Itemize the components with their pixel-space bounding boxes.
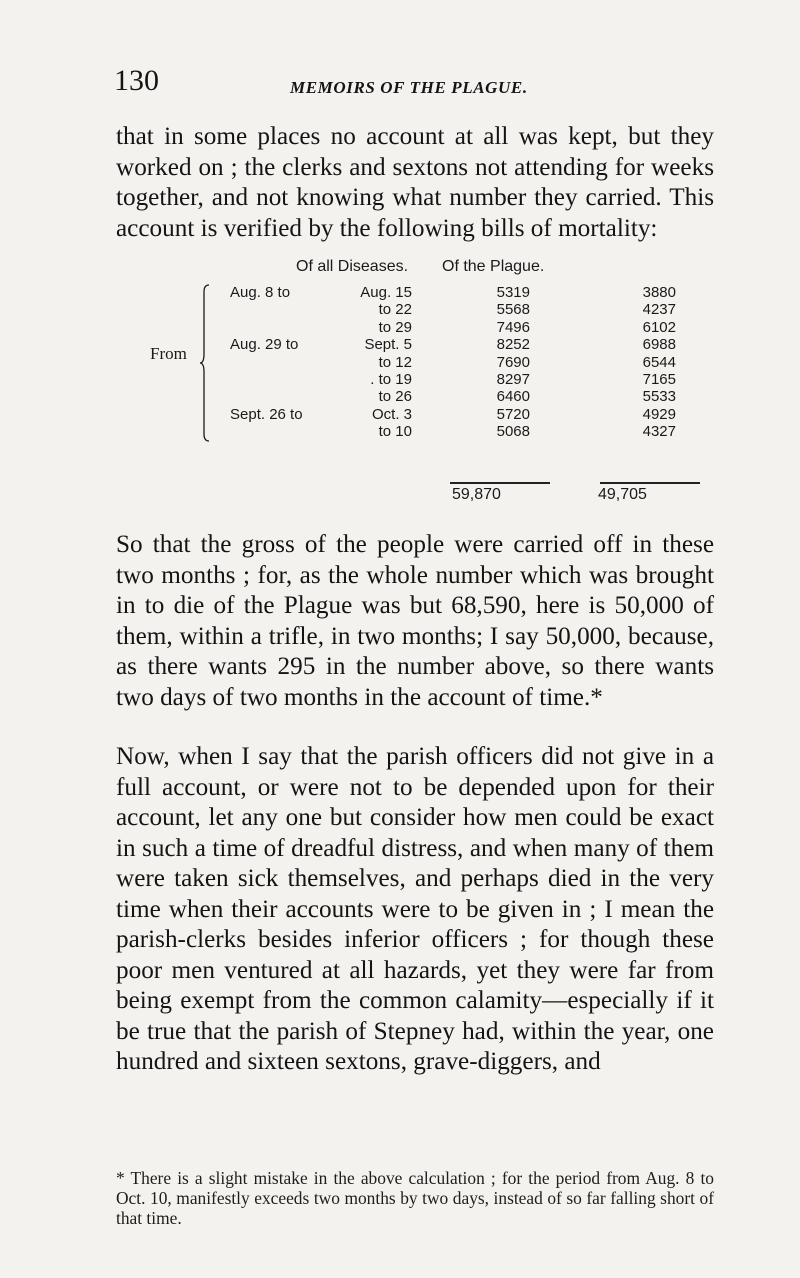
- row-to-cell: to 22: [378, 301, 412, 319]
- table-row: [150, 284, 676, 302]
- table-row: [150, 336, 676, 354]
- row-plague-cell: 4327: [642, 423, 676, 441]
- row-plague-cell: 5533: [642, 388, 676, 406]
- row-to-cell: Aug. 15: [360, 284, 412, 301]
- row-to-cell: Oct. 3: [371, 405, 412, 423]
- row-to-cell: Sept. 5: [364, 336, 412, 354]
- table-row: [150, 423, 676, 441]
- row-plague-cell: 6544: [642, 353, 676, 371]
- row-to-cell: to 29: [378, 318, 412, 336]
- table-row: [150, 301, 676, 319]
- row-plague-cell: 6102: [642, 318, 676, 336]
- row-diseases-cell: 6460: [496, 388, 530, 406]
- row-to-cell: . to 19: [370, 371, 412, 388]
- row-plague-cell: 4237: [642, 301, 676, 319]
- row-to-cell: to 26: [378, 388, 412, 406]
- footnote: * There is a slight mistake in the above calculation ; for the period from Aug. 8 to Oct. 10, manifestly exceeds two months by two days, instead of so far falling short of that time.: [116, 1168, 714, 1228]
- total-rule-plague: [600, 482, 700, 484]
- row-diseases-cell: 7690: [496, 353, 530, 371]
- row-plague-cell: 6988: [642, 336, 676, 354]
- paragraph-1: that in some places no account at all was kept, but they worked on ; the clerks and sextons not attending for weeks together, and not knowing what number they carried. This account is verified by the following bills of mortality:: [116, 123, 714, 242]
- row-diseases-cell: 8297: [496, 371, 530, 388]
- row-to-cell: to 12: [378, 353, 412, 371]
- row-plague-cell: 7165: [642, 371, 676, 388]
- row-diseases-cell: 5068: [496, 423, 530, 441]
- total-diseases: 59,870: [452, 486, 501, 503]
- row-plague-cell: 3880: [642, 284, 676, 301]
- row-from-cell: Aug. 8 to: [230, 284, 291, 301]
- table-row: [150, 388, 676, 406]
- row-plague-cell: 4929: [642, 405, 676, 423]
- from-label: From: [150, 344, 187, 363]
- row-from-cell: Sept. 26 to: [230, 405, 303, 423]
- page-header: [114, 64, 714, 104]
- row-diseases-cell: 5319: [496, 284, 530, 301]
- table-row: [150, 405, 676, 424]
- header-plague: Of the Plague.: [442, 258, 545, 275]
- row-diseases-cell: 5720: [496, 405, 530, 423]
- paragraph-3: Now, when I say that the parish officers did not give in a full account, or were not to be depended upon for their account, let any one but consider how men could be exact in such a time of dreadful distress, and when many of them were taken sick themselves, and perhaps died in the very time when their accounts were to be given in ; I mean the parish-clerks besides inferior officers ; for though these poor men ventured at all hazards, yet they were far from being exempt from the common calamity—especially if it be true that the parish of Stepney had, within the year, one hundred and sixteen sextons, grave-diggers, and: [116, 743, 714, 1075]
- row-diseases-cell: 7496: [496, 318, 530, 336]
- table-row: [150, 318, 676, 337]
- row-to-cell: to 10: [378, 423, 412, 441]
- total-rule-diseases: [450, 482, 550, 484]
- running-head: MEMOIRS OF THE PLAGUE.: [290, 78, 528, 97]
- page-number: 130: [114, 64, 159, 97]
- row-diseases-cell: 5568: [496, 301, 530, 319]
- row-diseases-cell: 8252: [496, 336, 530, 354]
- table-row: [150, 371, 676, 389]
- paragraph-2: So that the gross of the people were carried off in these two months ; for, as the whole number which was brought in to die of the Plague was but 68,590, here is 50,000 of them, within a trifle, in two months; I say 50,000, because, as there wants 295 in the number above, so there wants two days of two months in the account of time.*: [116, 531, 714, 711]
- bills-of-mortality-table: [150, 258, 676, 508]
- header-all-diseases: Of all Diseases.: [296, 258, 409, 275]
- row-from-cell: Aug. 29 to: [230, 336, 299, 354]
- total-plague: 49,705: [598, 486, 647, 503]
